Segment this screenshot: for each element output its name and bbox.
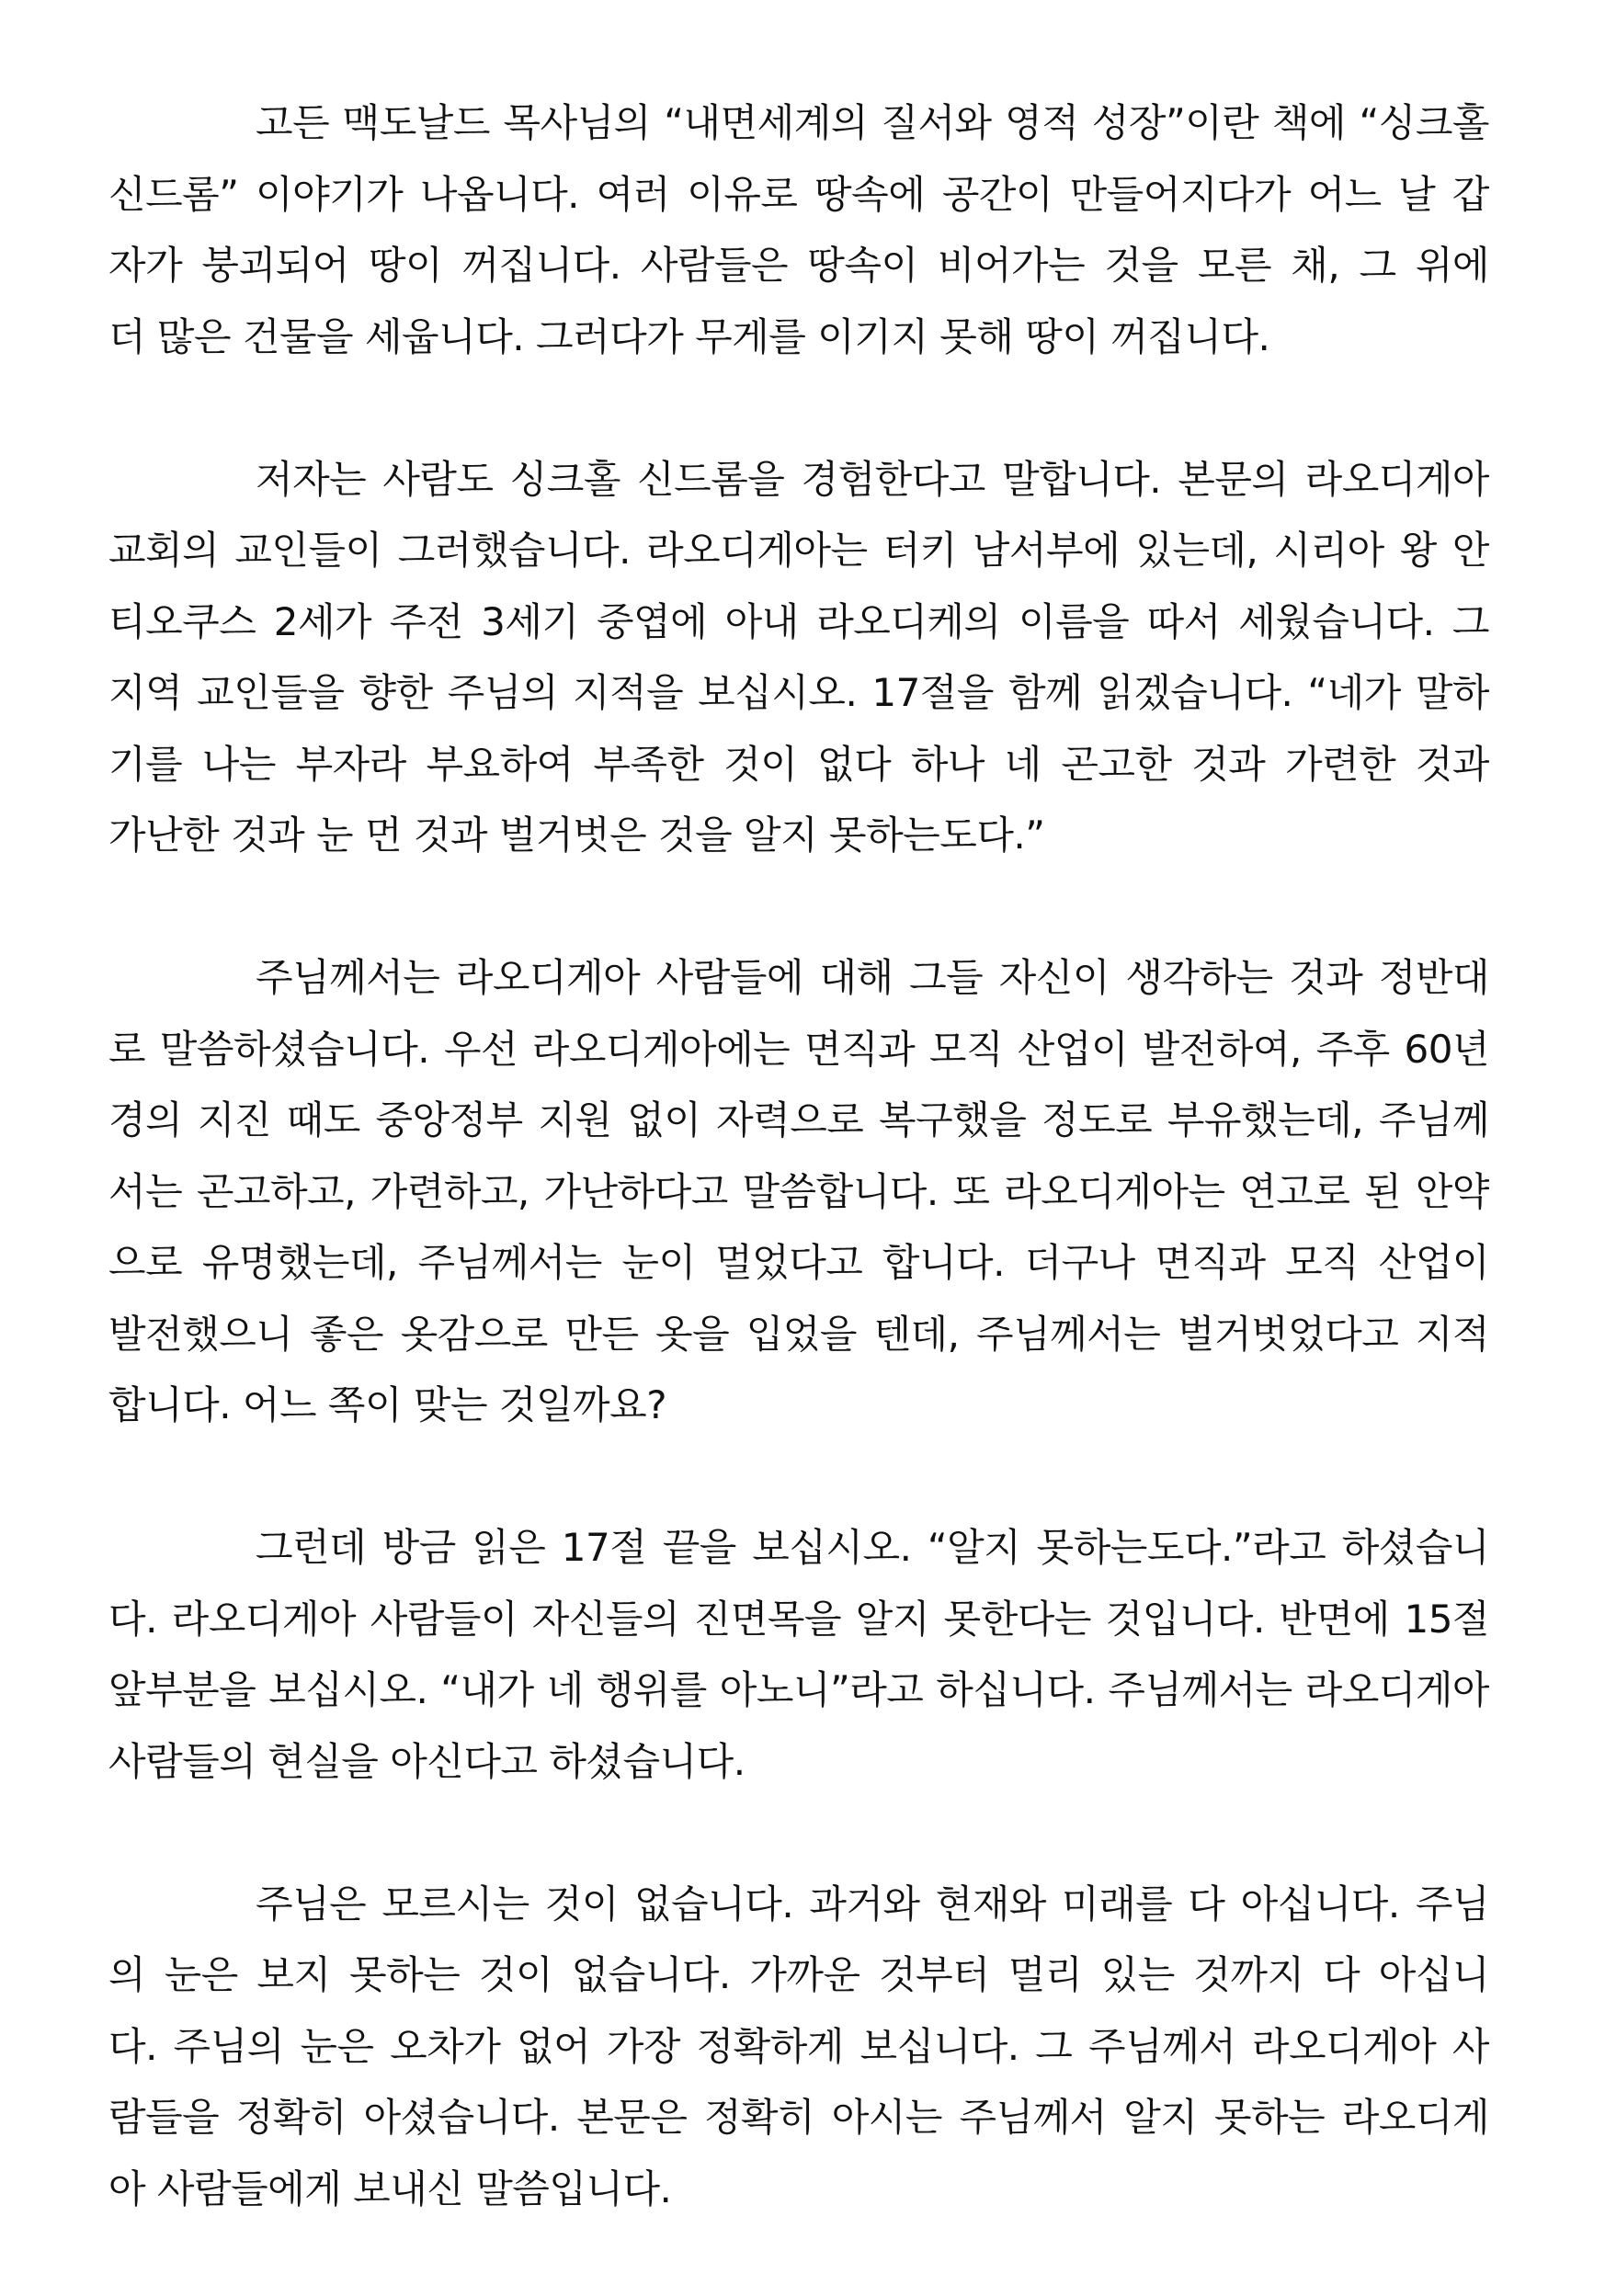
paragraph-1 (108, 87, 1489, 372)
paragraph-4 (108, 1512, 1489, 1797)
text-line: 사람들의 현실을 아신다고 하셨습니다. (108, 1738, 746, 1784)
text-line: 주님은 모르시는 것이 없습니다. 과거와 현재와 미래를 다 아십니다. 주님 (256, 1881, 1489, 1927)
text-line: 경의 지진 때도 중앙정부 지원 없이 자력으로 복구했을 정도로 부유했는데, 주님께 (108, 1097, 1489, 1142)
paragraph-5 (108, 1869, 1489, 2225)
text-line: 합니다. 어느 쪽이 맞는 것일까요? (108, 1382, 666, 1427)
text-line: 다. 라오디게아 사람들이 자신들의 진면목을 알지 못한다는 것입니다. 반면에 15절 (108, 1596, 1489, 1642)
text-line: 교회의 교인들이 그러했습니다. 라오디게아는 터키 남서부에 있는데, 시리아 왕 안 (108, 528, 1489, 573)
text-line: 그런데 방금 읽은 17절 끝을 보십시오. “알지 못하는도다.”라고 하셨습니 (256, 1525, 1489, 1570)
text-line: 티오쿠스 2세가 주전 3세기 중엽에 아내 라오디케의 이름을 따서 세웠습니다. 그 (108, 598, 1489, 644)
text-line: 더 많은 건물을 세웁니다. 그러다가 무게를 이기지 못해 땅이 꺼집니다. (108, 313, 1270, 359)
text-line: 로 말씀하셨습니다. 우선 라오디게아에는 면직과 모직 산업이 발전하여, 주후 60년 (108, 1026, 1489, 1072)
text-line: 가난한 것과 눈 먼 것과 벌거벗은 것을 알지 못하는도다.” (108, 813, 1045, 858)
text-line: 발전했으니 좋은 옷감으로 만든 옷을 입었을 텐데, 주님께서는 벌거벗었다고 지적 (108, 1311, 1489, 1357)
text-line: 앞부분을 보십시오. “내가 네 행위를 아노니”라고 하십니다. 주님께서는 라오디게아 (108, 1667, 1489, 1712)
text-line: 람들을 정확히 아셨습니다. 본문은 정확히 아시는 주님께서 알지 못하는 라오디게 (108, 2095, 1489, 2140)
text-line: 기를 나는 부자라 부요하여 부족한 것이 없다 하나 네 곤고한 것과 가련한 것과 (108, 741, 1489, 787)
text-line: 으로 유명했는데, 주님께서는 눈이 멀었다고 합니다. 더구나 면직과 모직 산업이 (108, 1240, 1489, 1285)
text-line: 신드롬” 이야기가 나옵니다. 여러 이유로 땅속에 공간이 만들어지다가 어느 날 갑 (108, 171, 1489, 217)
paragraph-3 (108, 942, 1489, 1441)
text-line: 자가 붕괴되어 땅이 꺼집니다. 사람들은 땅속이 비어가는 것을 모른 채, 그 위에 (108, 243, 1489, 288)
text-line: 고든 맥도날드 목사님의 “내면세계의 질서와 영적 성장”이란 책에 “싱크홀 (256, 100, 1489, 145)
text-line: 다. 주님의 눈은 오차가 없어 가장 정확하게 보십니다. 그 주님께서 라오디게아 사 (108, 2023, 1489, 2069)
paragraph-2 (108, 444, 1489, 871)
text-line: 지역 교인들을 향한 주님의 지적을 보십시오. 17절을 함께 읽겠습니다. “네가 말하 (108, 670, 1489, 715)
text-line: 아 사람들에게 보내신 말씀입니다. (108, 2165, 672, 2211)
text-line: 저자는 사람도 싱크홀 신드롬을 경험한다고 말합니다. 본문의 라오디게아 (256, 456, 1489, 502)
document-page (108, 87, 1489, 2296)
text-line: 서는 곤고하고, 가련하고, 가난하다고 말씀합니다. 또 라오디게아는 연고로 된 안약 (108, 1168, 1489, 1214)
text-line: 주님께서는 라오디게아 사람들에 대해 그들 자신이 생각하는 것과 정반대 (256, 955, 1489, 1000)
text-line: 의 눈은 보지 못하는 것이 없습니다. 가까운 것부터 멀리 있는 것까지 다 아십니 (108, 1952, 1489, 1997)
